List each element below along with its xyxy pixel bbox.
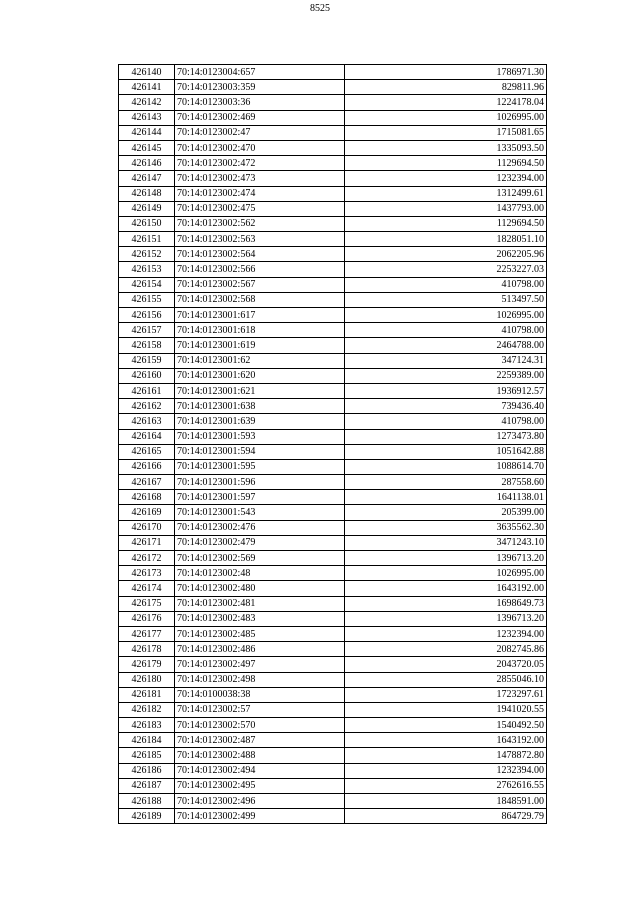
cadastral-value-cell: 1051642.88 (345, 444, 547, 459)
table-row (119, 125, 547, 140)
cadastral-value-cell: 1088614.70 (345, 459, 547, 474)
table-row (119, 475, 547, 490)
row-number-cell: 426189 (119, 809, 175, 824)
table-row (119, 520, 547, 535)
row-number-cell: 426161 (119, 383, 175, 398)
table-row (119, 308, 547, 323)
cadastral-value-cell: 1643192.00 (345, 581, 547, 596)
cadastral-value-cell: 2062205.96 (345, 247, 547, 262)
table-row (119, 733, 547, 748)
table-row (119, 247, 547, 262)
cadastral-value-cell: 1643192.00 (345, 733, 547, 748)
row-number-cell: 426167 (119, 475, 175, 490)
cadastral-value-cell: 864729.79 (345, 809, 547, 824)
cadastral-value-cell: 1540492.50 (345, 718, 547, 733)
cadastral-number-cell: 70:14:0123001:619 (175, 338, 345, 353)
table-row (119, 338, 547, 353)
table-row (119, 383, 547, 398)
table-row (119, 277, 547, 292)
cadastral-value-cell: 205399.00 (345, 505, 547, 520)
cadastral-value-cell: 2043720.05 (345, 657, 547, 672)
row-number-cell: 426158 (119, 338, 175, 353)
table-row (119, 368, 547, 383)
cadastral-value-cell: 1335093.50 (345, 140, 547, 155)
cadastral-number-cell: 70:14:0123002:567 (175, 277, 345, 292)
cadastral-value-cell: 829811.96 (345, 80, 547, 95)
cadastral-number-cell: 70:14:0123002:475 (175, 201, 345, 216)
table-row (119, 429, 547, 444)
table-row (119, 596, 547, 611)
row-number-cell: 426140 (119, 65, 175, 80)
cadastral-number-cell: 70:14:0123001:62 (175, 353, 345, 368)
cadastral-value-cell: 1026995.00 (345, 566, 547, 581)
row-number-cell: 426149 (119, 201, 175, 216)
cadastral-number-cell: 70:14:0123002:495 (175, 778, 345, 793)
table-row (119, 95, 547, 110)
cadastral-value-cell: 1698649.73 (345, 596, 547, 611)
cadastral-value-cell: 410798.00 (345, 323, 547, 338)
row-number-cell: 426165 (119, 444, 175, 459)
cadastral-number-cell: 70:14:0100038:38 (175, 687, 345, 702)
table-row (119, 262, 547, 277)
row-number-cell: 426187 (119, 778, 175, 793)
cadastral-value-cell: 1273473.80 (345, 429, 547, 444)
cadastral-number-cell: 70:14:0123003:359 (175, 80, 345, 95)
cadastral-number-cell: 70:14:0123002:569 (175, 551, 345, 566)
table-row (119, 414, 547, 429)
cadastral-value-cell: 1641138.01 (345, 490, 547, 505)
cadastral-number-cell: 70:14:0123002:487 (175, 733, 345, 748)
cadastral-value-cell: 1437793.00 (345, 201, 547, 216)
cadastral-number-cell: 70:14:0123002:494 (175, 763, 345, 778)
row-number-cell: 426169 (119, 505, 175, 520)
cadastral-number-cell: 70:14:0123002:564 (175, 247, 345, 262)
row-number-cell: 426186 (119, 763, 175, 778)
table-row (119, 551, 547, 566)
row-number-cell: 426172 (119, 551, 175, 566)
row-number-cell: 426154 (119, 277, 175, 292)
row-number-cell: 426143 (119, 110, 175, 125)
cadastral-number-cell: 70:14:0123002:481 (175, 596, 345, 611)
table-row (119, 702, 547, 717)
cadastral-value-cell: 2253227.03 (345, 262, 547, 277)
table-row (119, 535, 547, 550)
row-number-cell: 426166 (119, 459, 175, 474)
table-row (119, 626, 547, 641)
cadastral-value-cell: 1232394.00 (345, 626, 547, 641)
row-number-cell: 426152 (119, 247, 175, 262)
cadastral-number-cell: 70:14:0123001:617 (175, 308, 345, 323)
cadastral-number-cell: 70:14:0123002:488 (175, 748, 345, 763)
row-number-cell: 426174 (119, 581, 175, 596)
cadastral-number-cell: 70:14:0123001:596 (175, 475, 345, 490)
cadastral-value-cell: 1396713.20 (345, 611, 547, 626)
cadastral-number-cell: 70:14:0123001:543 (175, 505, 345, 520)
table-row (119, 201, 547, 216)
cadastral-number-cell: 70:14:0123001:593 (175, 429, 345, 444)
cadastral-number-cell: 70:14:0123002:48 (175, 566, 345, 581)
row-number-cell: 426146 (119, 156, 175, 171)
cadastral-value-cell: 2464788.00 (345, 338, 547, 353)
table-row (119, 672, 547, 687)
cadastral-value-cell: 1232394.00 (345, 763, 547, 778)
row-number-cell: 426157 (119, 323, 175, 338)
row-number-cell: 426175 (119, 596, 175, 611)
row-number-cell: 426177 (119, 626, 175, 641)
cadastral-number-cell: 70:14:0123002:473 (175, 171, 345, 186)
table-row (119, 353, 547, 368)
row-number-cell: 426162 (119, 399, 175, 414)
cadastral-number-cell: 70:14:0123002:479 (175, 535, 345, 550)
cadastral-number-cell: 70:14:0123002:485 (175, 626, 345, 641)
row-number-cell: 426178 (119, 642, 175, 657)
table-row (119, 399, 547, 414)
cadastral-number-cell: 70:14:0123001:618 (175, 323, 345, 338)
cadastral-value-cell: 1312499.61 (345, 186, 547, 201)
row-number-cell: 426173 (119, 566, 175, 581)
row-number-cell: 426163 (119, 414, 175, 429)
cadastral-number-cell: 70:14:0123002:486 (175, 642, 345, 657)
table-row (119, 794, 547, 809)
cadastral-value-cell: 1224178.04 (345, 95, 547, 110)
cadastral-number-cell: 70:14:0123001:639 (175, 414, 345, 429)
cadastral-value-cell: 3471243.10 (345, 535, 547, 550)
table-row (119, 778, 547, 793)
cadastral-value-cell: 1786971.30 (345, 65, 547, 80)
cadastral-number-cell: 70:14:0123002:483 (175, 611, 345, 626)
cadastral-value-cell: 2259389.00 (345, 368, 547, 383)
cadastral-number-cell: 70:14:0123001:621 (175, 383, 345, 398)
cadastral-value-cell: 2855046.10 (345, 672, 547, 687)
table-row (119, 216, 547, 231)
row-number-cell: 426171 (119, 535, 175, 550)
cadastral-number-cell: 70:14:0123001:620 (175, 368, 345, 383)
cadastral-value-cell: 1026995.00 (345, 110, 547, 125)
row-number-cell: 426179 (119, 657, 175, 672)
row-number-cell: 426188 (119, 794, 175, 809)
cadastral-value-cell: 1232394.00 (345, 171, 547, 186)
cadastral-value-cell: 3635562.30 (345, 520, 547, 535)
cadastral-value-cell: 1129694.50 (345, 216, 547, 231)
row-number-cell: 426144 (119, 125, 175, 140)
cadastral-value-cell: 347124.31 (345, 353, 547, 368)
cadastral-number-cell: 70:14:0123002:472 (175, 156, 345, 171)
row-number-cell: 426150 (119, 216, 175, 231)
cadastral-number-cell: 70:14:0123002:570 (175, 718, 345, 733)
row-number-cell: 426148 (119, 186, 175, 201)
cadastral-value-cell: 410798.00 (345, 414, 547, 429)
row-number-cell: 426184 (119, 733, 175, 748)
table-row (119, 65, 547, 80)
cadastral-value-cell: 513497.50 (345, 292, 547, 307)
table-row (119, 156, 547, 171)
table-row (119, 642, 547, 657)
cadastral-number-cell: 70:14:0123003:36 (175, 95, 345, 110)
cadastral-number-cell: 70:14:0123001:595 (175, 459, 345, 474)
cadastral-number-cell: 70:14:0123002:57 (175, 702, 345, 717)
row-number-cell: 426160 (119, 368, 175, 383)
cadastral-value-cell: 1828051.10 (345, 232, 547, 247)
cadastral-number-cell: 70:14:0123002:476 (175, 520, 345, 535)
cadastral-number-cell: 70:14:0123002:474 (175, 186, 345, 201)
table-row (119, 718, 547, 733)
cadastral-number-cell: 70:14:0123004:657 (175, 65, 345, 80)
cadastral-value-cell: 1715081.65 (345, 125, 547, 140)
cadastral-value-cell: 1478872.80 (345, 748, 547, 763)
table-row (119, 80, 547, 95)
cadastral-value-cell: 1941020.55 (345, 702, 547, 717)
row-number-cell: 426182 (119, 702, 175, 717)
row-number-cell: 426170 (119, 520, 175, 535)
cadastral-number-cell: 70:14:0123002:470 (175, 140, 345, 155)
cadastral-value-cell: 410798.00 (345, 277, 547, 292)
table-row (119, 748, 547, 763)
cadastral-number-cell: 70:14:0123002:497 (175, 657, 345, 672)
cadastral-number-cell: 70:14:0123002:568 (175, 292, 345, 307)
cadastral-value-cell: 287558.60 (345, 475, 547, 490)
table-row (119, 186, 547, 201)
table-row (119, 140, 547, 155)
table-row (119, 657, 547, 672)
cadastral-value-cell: 1936912.57 (345, 383, 547, 398)
cadastral-number-cell: 70:14:0123002:469 (175, 110, 345, 125)
cadastral-number-cell: 70:14:0123002:562 (175, 216, 345, 231)
row-number-cell: 426176 (119, 611, 175, 626)
row-number-cell: 426153 (119, 262, 175, 277)
cadastral-value-cell: 1129694.50 (345, 156, 547, 171)
cadastral-value-cell: 1026995.00 (345, 308, 547, 323)
cadastral-value-cell: 739436.40 (345, 399, 547, 414)
table-row (119, 505, 547, 520)
cadastral-number-cell: 70:14:0123002:499 (175, 809, 345, 824)
cadastral-number-cell: 70:14:0123002:563 (175, 232, 345, 247)
row-number-cell: 426145 (119, 140, 175, 155)
cadastral-number-cell: 70:14:0123001:594 (175, 444, 345, 459)
table-row (119, 232, 547, 247)
page-number: 8525 (310, 3, 330, 14)
cadastral-value-cell: 1396713.20 (345, 551, 547, 566)
cadastral-value-cell: 2082745.86 (345, 642, 547, 657)
table-row (119, 292, 547, 307)
cadastral-value-cell: 1723297.61 (345, 687, 547, 702)
row-number-cell: 426141 (119, 80, 175, 95)
row-number-cell: 426159 (119, 353, 175, 368)
row-number-cell: 426142 (119, 95, 175, 110)
cadastral-value-table (118, 64, 547, 824)
row-number-cell: 426156 (119, 308, 175, 323)
row-number-cell: 426164 (119, 429, 175, 444)
row-number-cell: 426183 (119, 718, 175, 733)
table-row (119, 171, 547, 186)
row-number-cell: 426180 (119, 672, 175, 687)
cadastral-number-cell: 70:14:0123002:496 (175, 794, 345, 809)
row-number-cell: 426155 (119, 292, 175, 307)
table-body (119, 65, 547, 824)
table-row (119, 459, 547, 474)
table-row (119, 444, 547, 459)
cadastral-value-cell: 1848591.00 (345, 794, 547, 809)
table-row (119, 581, 547, 596)
cadastral-number-cell: 70:14:0123002:498 (175, 672, 345, 687)
table-row (119, 323, 547, 338)
cadastral-value-cell: 2762616.55 (345, 778, 547, 793)
table-row (119, 490, 547, 505)
table-row (119, 566, 547, 581)
row-number-cell: 426168 (119, 490, 175, 505)
row-number-cell: 426185 (119, 748, 175, 763)
cadastral-number-cell: 70:14:0123002:566 (175, 262, 345, 277)
table-row (119, 687, 547, 702)
table-row (119, 763, 547, 778)
table-row (119, 611, 547, 626)
cadastral-number-cell: 70:14:0123001:597 (175, 490, 345, 505)
row-number-cell: 426147 (119, 171, 175, 186)
table-row (119, 110, 547, 125)
row-number-cell: 426181 (119, 687, 175, 702)
row-number-cell: 426151 (119, 232, 175, 247)
cadastral-number-cell: 70:14:0123002:47 (175, 125, 345, 140)
cadastral-number-cell: 70:14:0123001:638 (175, 399, 345, 414)
table-row (119, 809, 547, 824)
cadastral-number-cell: 70:14:0123002:480 (175, 581, 345, 596)
